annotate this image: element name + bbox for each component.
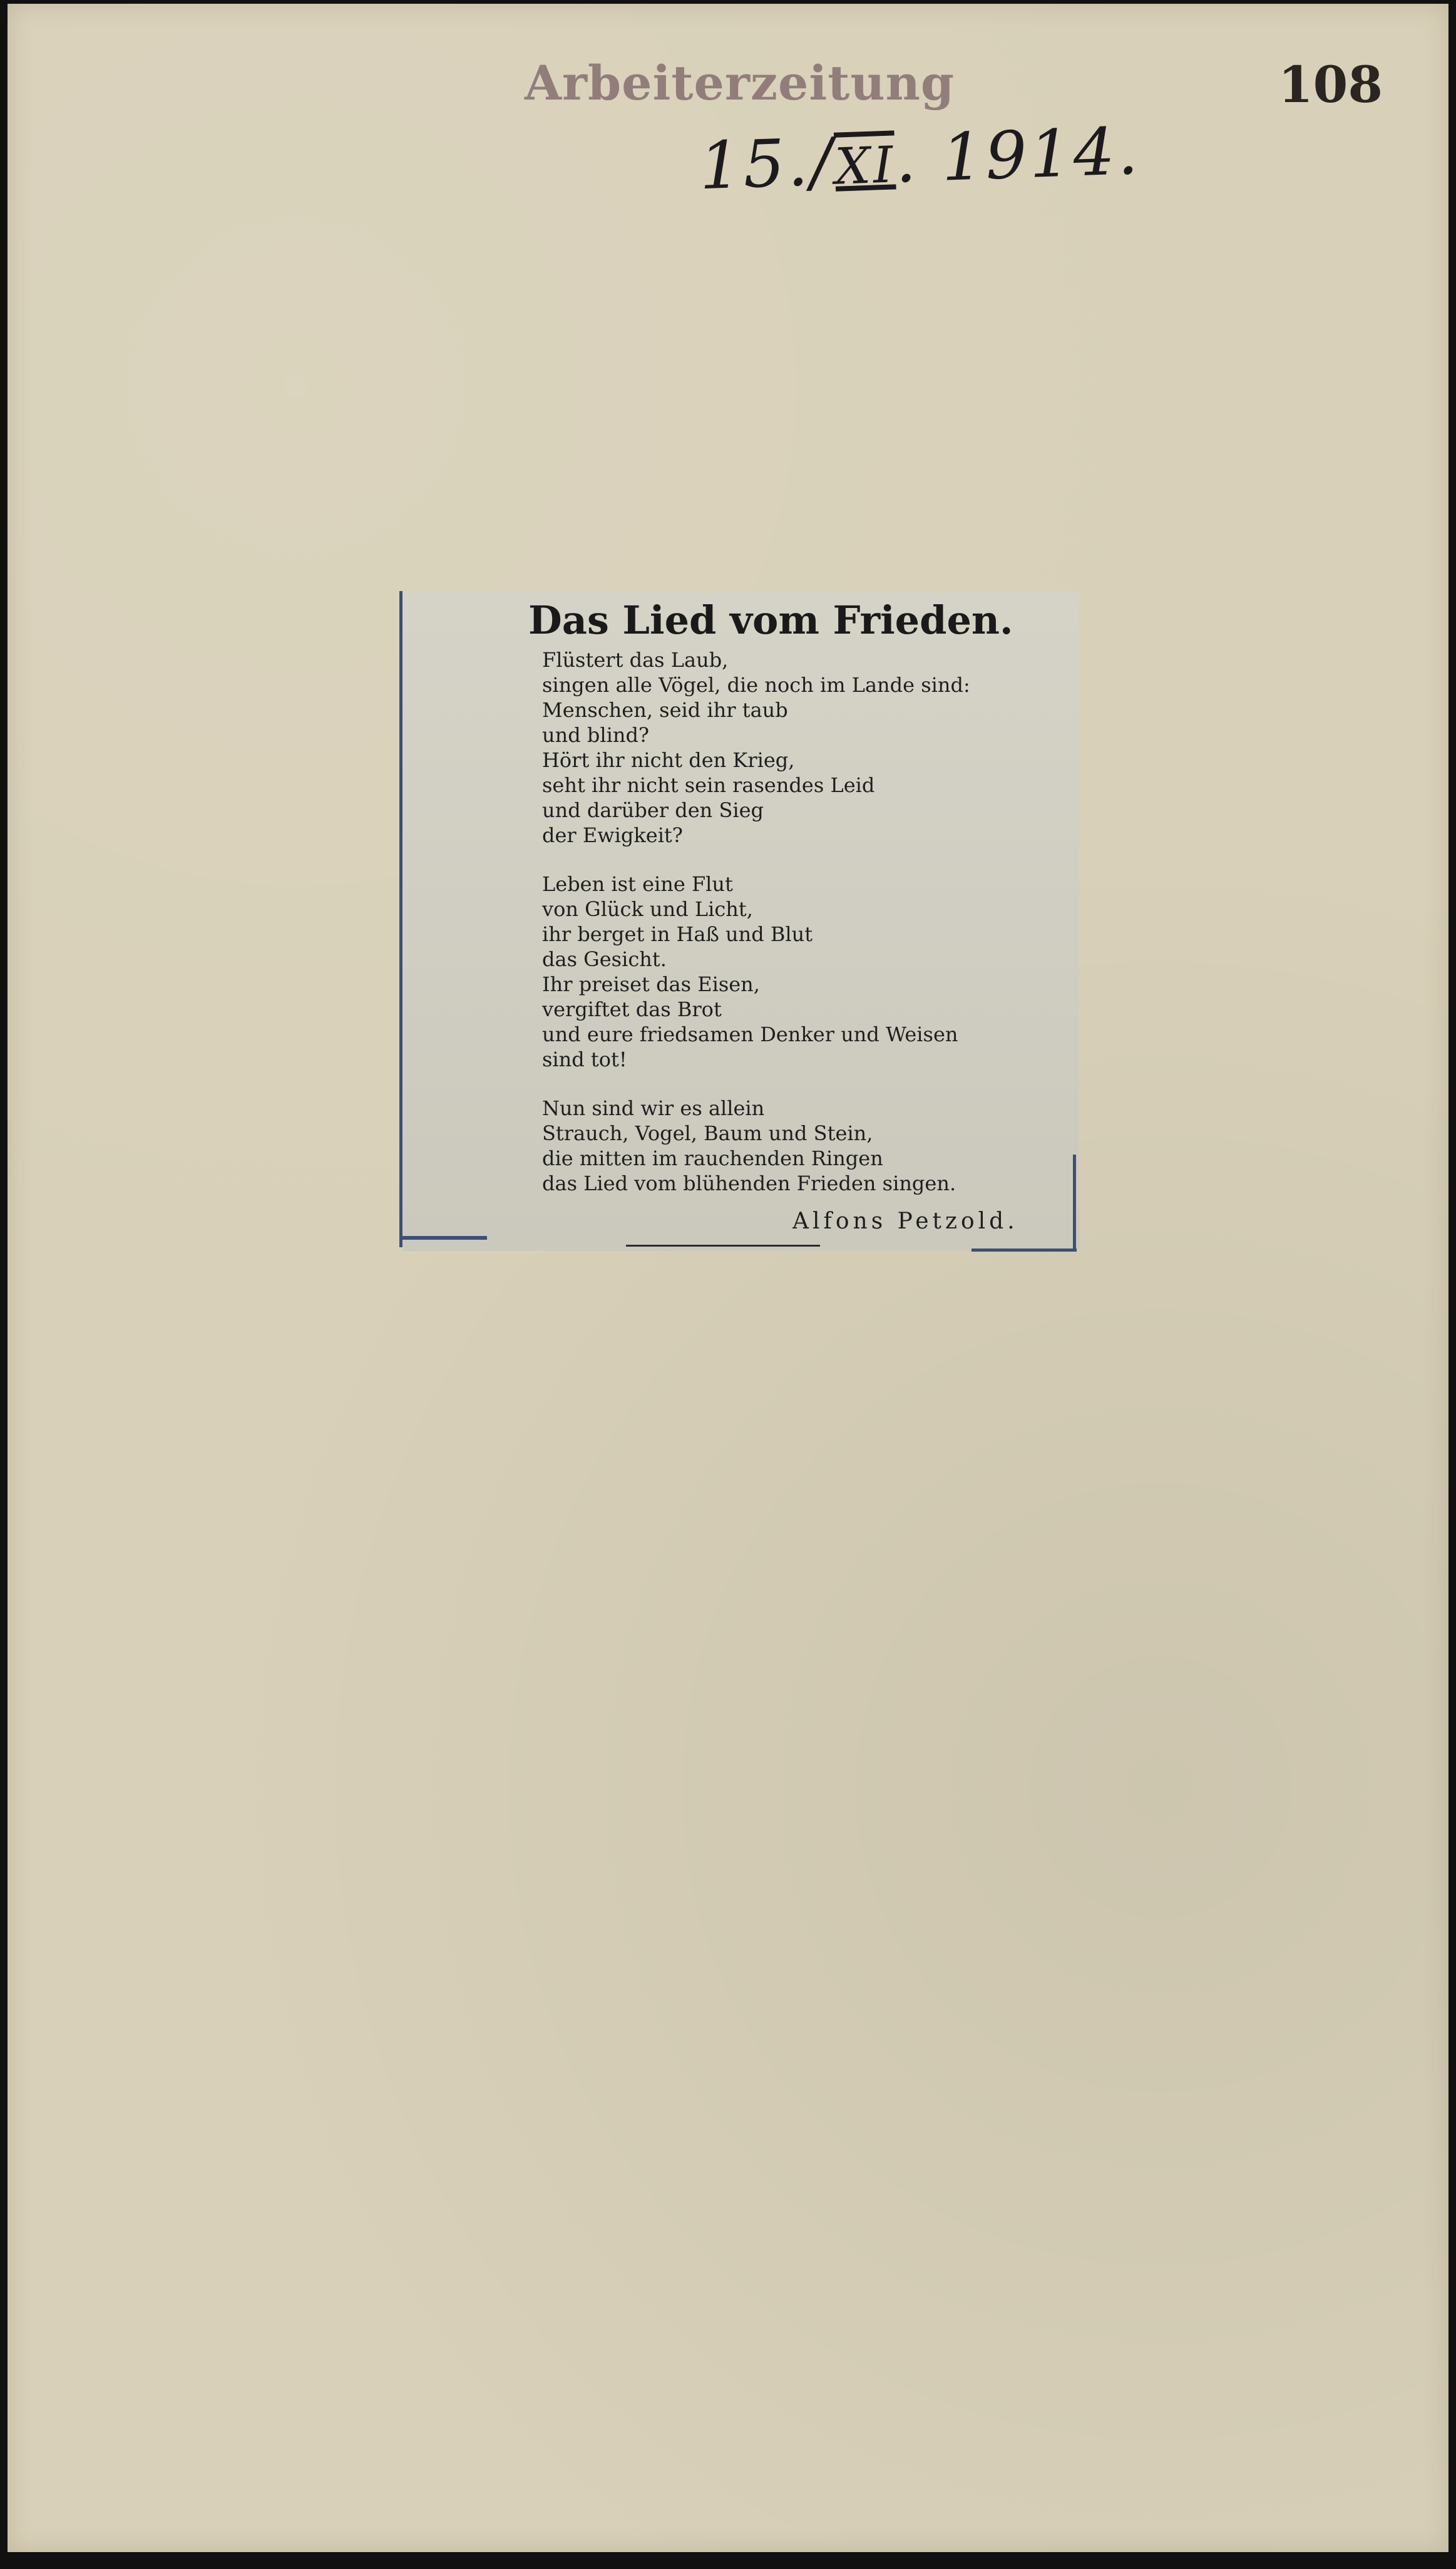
poem-line: seht ihr nicht sein rasendes Leid (542, 773, 875, 797)
poem-line: Ihr preiset das Eisen, (542, 972, 760, 996)
poem-stanza-1 (542, 647, 970, 848)
handwritten-date (698, 113, 1142, 205)
poem-line: und blind? (542, 723, 650, 747)
poem-stanza-2 (542, 872, 958, 1072)
folio-number: 108 (1278, 55, 1383, 114)
poem-line: singen alle Vögel, die noch im Lande sind: (542, 673, 970, 697)
poem-line: von Glück und Licht, (542, 897, 753, 921)
poem-line: sind tot! (542, 1048, 627, 1071)
poem-line: das Gesicht. (542, 947, 667, 971)
poem-line: Menschen, seid ihr taub (542, 698, 788, 722)
poem-line: und eure friedsamen Denker und Weisen (542, 1022, 958, 1046)
poem-line: Flüstert das Laub, (542, 648, 729, 672)
poem-line: das Lied vom blühenden Frieden singen. (542, 1171, 956, 1195)
poem-line: die mitten im rauchenden Ringen (542, 1146, 883, 1170)
archive-sheet (8, 4, 1448, 2552)
newspaper-clipping (403, 591, 1079, 1251)
newspaper-stamp: Arbeiterzeitung (525, 55, 955, 111)
clipping-edge-right (1073, 1155, 1076, 1250)
poem-line: und darüber den Sieg (542, 798, 764, 822)
poem-line: Leben ist eine Flut (542, 872, 733, 896)
clipping-edge-bottom-left (399, 1236, 487, 1240)
poem-line: Strauch, Vogel, Baum und Stein, (542, 1121, 873, 1145)
clipping-edge-left (399, 591, 402, 1247)
date-day: 15./ (698, 123, 836, 205)
clipping-edge-bottom-right (972, 1248, 1077, 1252)
date-month: XI (834, 135, 896, 196)
divider-rule (626, 1245, 820, 1247)
poem-line: Hört ihr nicht den Krieg, (542, 748, 795, 772)
poem-line: ihr berget in Haß und Blut (542, 922, 813, 946)
poem-title: Das Lied vom Frieden. (528, 597, 1013, 643)
poem-line: Nun sind wir es allein (542, 1096, 765, 1120)
date-year: . 1914. (893, 112, 1142, 198)
poem-stanza-3 (542, 1096, 956, 1196)
poem-line: der Ewigkeit? (542, 823, 683, 847)
poem-author: Alfons Petzold. (792, 1208, 1018, 1234)
poem-line: vergiftet das Brot (542, 997, 722, 1021)
